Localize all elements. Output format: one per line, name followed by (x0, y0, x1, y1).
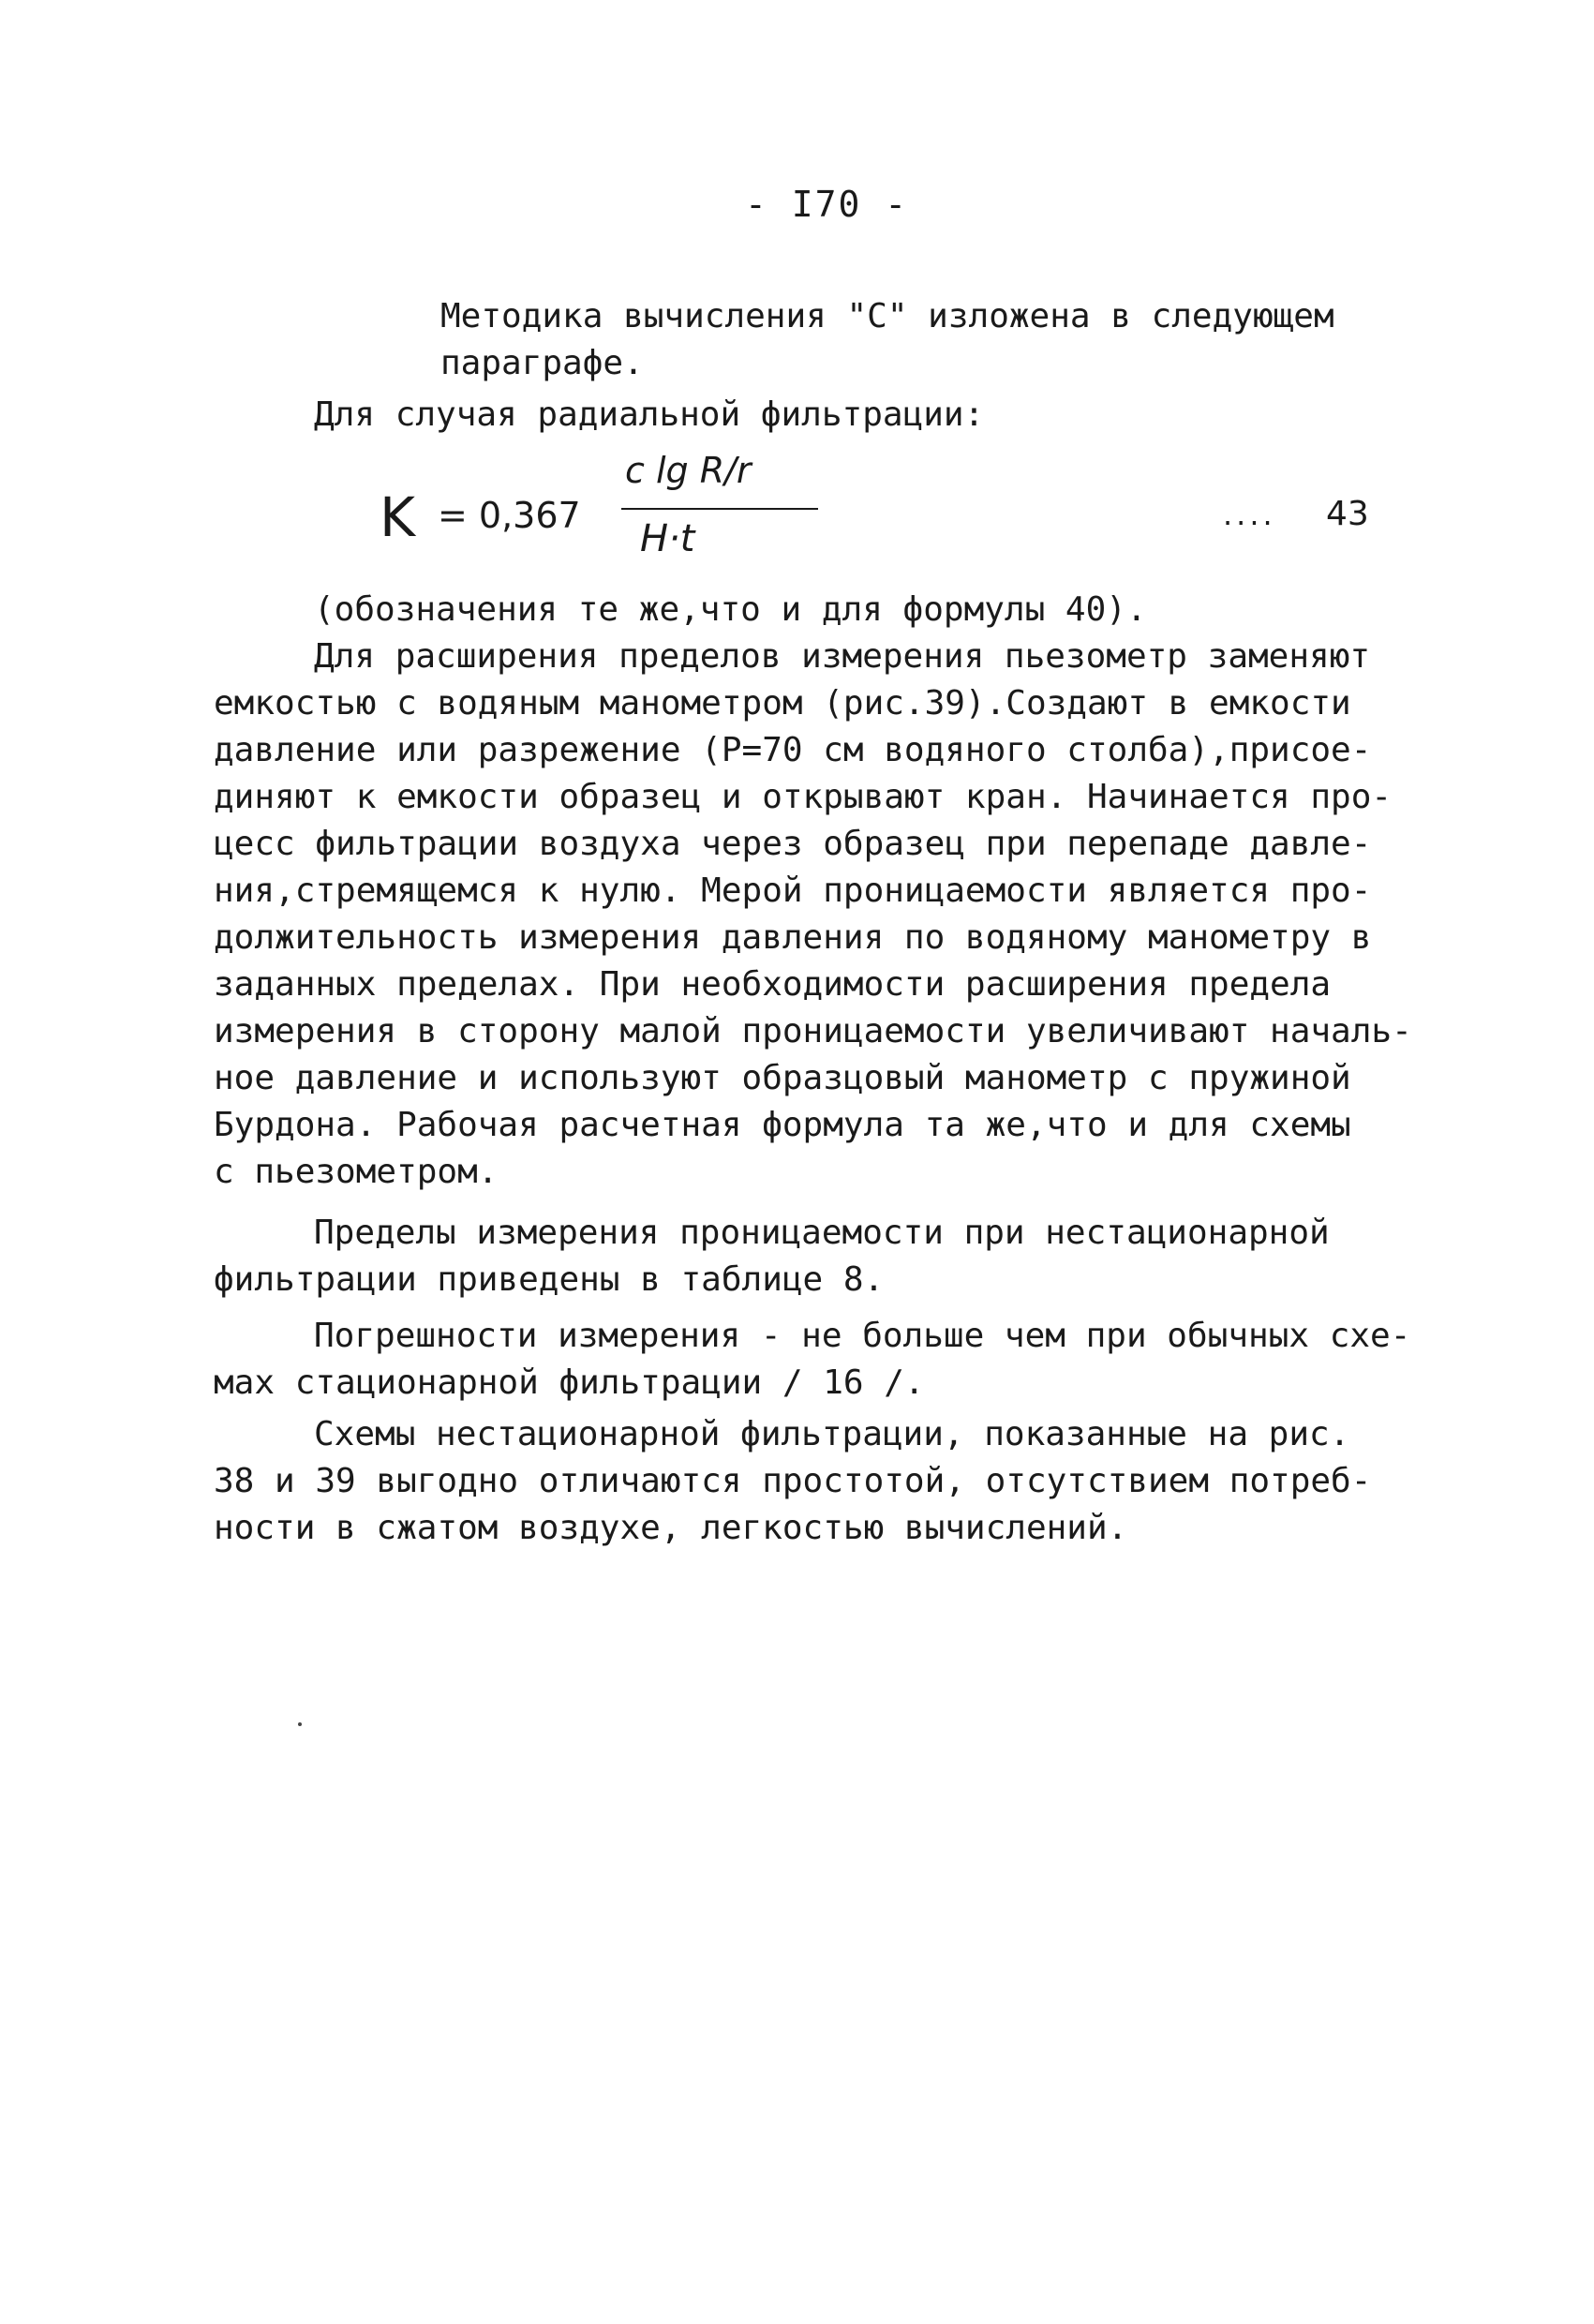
text-line: заданных пределах. При необходимости расширения предела (214, 965, 1332, 1004)
page-number: - I70 - (745, 184, 909, 225)
formula-denominator: H·t (640, 517, 695, 560)
text-line: ния,стремящемся к нулю. Мерой проницаемости является про- (214, 872, 1372, 910)
text-line: ное давление и используют образцовый манометр с пружиной (214, 1059, 1351, 1097)
text-line: мах стационарной фильтрации / 16 /. (214, 1363, 925, 1402)
fraction-bar (621, 508, 818, 510)
text-line: должительность измерения давления по водяному манометру в (214, 918, 1372, 957)
text-line: Бурдона. Рабочая расчетная формула та же,что и для схемы (214, 1106, 1351, 1144)
text-line: давление или разрежение (Р=70 см водяного столба),присое- (214, 731, 1372, 769)
formula-lhs: K (380, 485, 416, 549)
text-line: Для случая радиальной фильтрации: (314, 395, 985, 434)
text-line: диняют к емкости образец и открывают кран. Начинается про- (214, 778, 1393, 816)
text-line: цесс фильтрации воздуха через образец при перепаде давле- (214, 825, 1372, 863)
text-line: Схемы нестационарной фильтрации, показанные на рис. (314, 1415, 1350, 1453)
text-line: Погрешности измерения - не больше чем при обычных схе- (314, 1317, 1411, 1355)
text-line: Пределы измерения проницаемости при нестационарной (314, 1214, 1330, 1252)
formula-leader-dots: .... (1223, 497, 1276, 532)
formula-coefficient: = 0,367 (438, 495, 581, 536)
text-line: Методика вычисления "С" изложена в следующем (440, 297, 1334, 335)
text-line: параграфе. (440, 344, 644, 382)
text-line: измерения в сторону малой проницаемости увеличивают началь- (214, 1012, 1412, 1050)
text-line: ности в сжатом воздухе, легкостью вычислений. (214, 1509, 1128, 1547)
equation-number: 43 (1326, 495, 1369, 533)
text-line: емкостью с водяным манометром (рис.39).Создают в емкости (214, 684, 1351, 723)
text-line: фильтрации приведены в таблице 8. (214, 1260, 885, 1299)
formula-numerator: c lg R/r (625, 450, 752, 491)
text-line: Для расширения пределов измерения пьезометр заменяют (314, 637, 1371, 676)
text-line: с пьезометром. (214, 1153, 499, 1191)
text-line: 38 и 39 выгодно отличаются простотой, отсутствием потреб- (214, 1462, 1372, 1500)
text-line: (обозначения те же,что и для формулы 40). (314, 590, 1147, 629)
stray-dot (298, 1722, 302, 1726)
formula (380, 450, 1429, 572)
